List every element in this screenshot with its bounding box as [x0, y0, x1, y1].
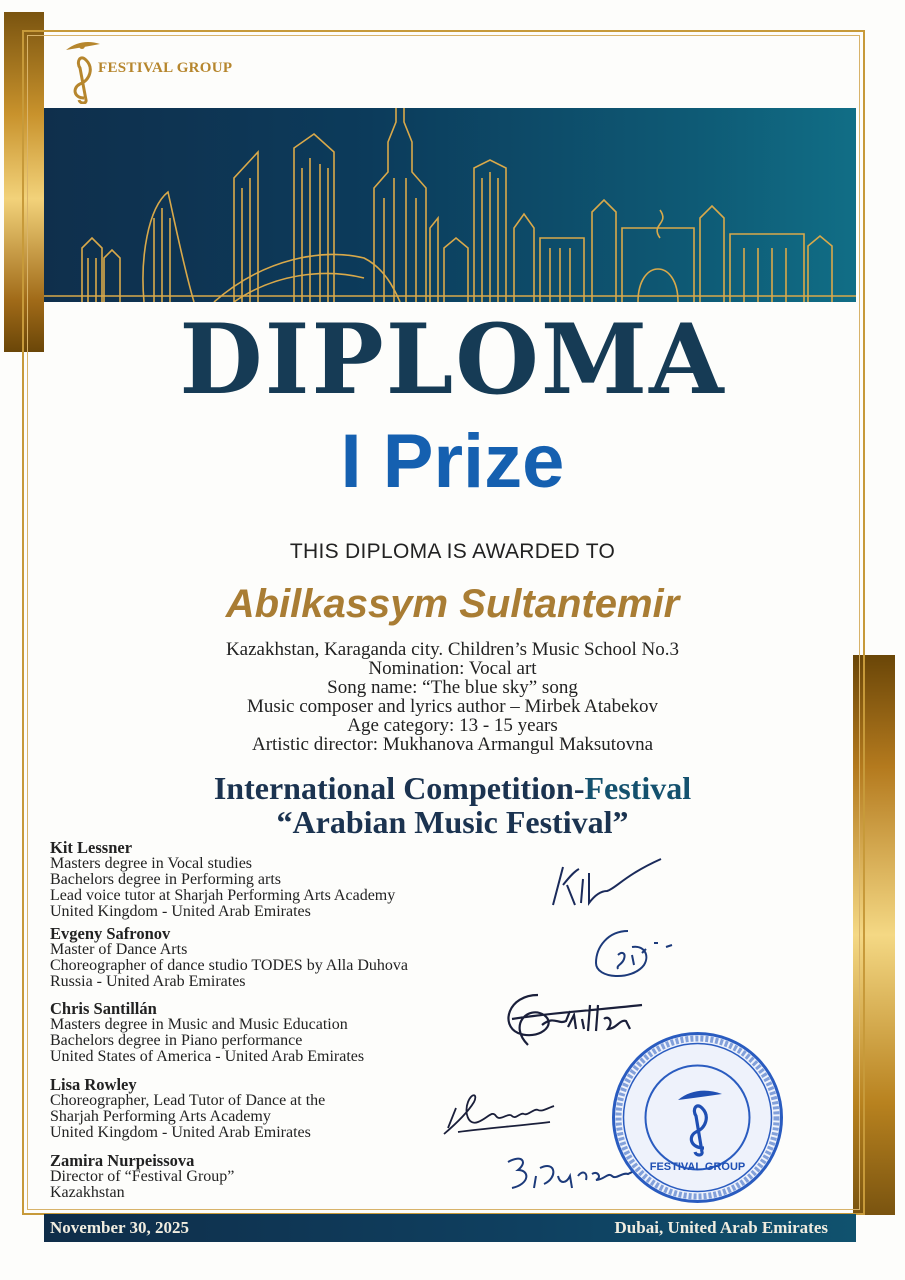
detail-composer: Music composer and lyrics author – Mirbek Atabekov — [246, 696, 659, 717]
detail-school: Kazakhstan, Karaganda city. Children’s Music School No.3 — [225, 639, 680, 660]
juror-lisa-rowley — [50, 1077, 325, 1141]
brand-name: FESTIVAL GROUP — [98, 60, 233, 76]
prize-title: I Prize — [340, 419, 565, 504]
juror-line: Kazakhstan — [50, 1184, 125, 1201]
signature-kit-lessner — [545, 855, 670, 915]
competition-line1-festival: Festival — [584, 770, 692, 806]
treble-clef-logo-icon — [62, 38, 102, 104]
juror-line: Masters degree in Vocal studies — [50, 855, 253, 872]
detail-age: Age category: 13 - 15 years — [347, 715, 558, 736]
juror-line: Choreographer of dance studio TODES by Alla Duhova — [50, 957, 409, 974]
footer-place: Dubai, United Arab Emirates — [614, 1218, 828, 1237]
juror-line: Sharjah Performing Arts Academy — [50, 1108, 271, 1125]
juror-name: Chris Santillán — [50, 999, 157, 1018]
juror-line: United Kingdom - United Arab Emirates — [50, 1124, 311, 1141]
competition-title — [0, 771, 905, 839]
juror-line: Bachelors degree in Performing arts — [50, 871, 282, 888]
detail-director: Artistic director: Mukhanova Armangul Maksutovna — [251, 734, 654, 755]
juror-kit-lessner — [50, 840, 395, 920]
juror-name: Lisa Rowley — [50, 1075, 137, 1094]
award-details — [0, 640, 905, 754]
juror-line: United States of America - United Arab Emirates — [50, 1048, 365, 1065]
diploma-title: DIPLOMA — [179, 303, 726, 416]
juror-line: Master of Dance Arts — [50, 941, 188, 958]
footer-date: November 30, 2025 — [50, 1218, 189, 1237]
footer-bar — [44, 1214, 856, 1242]
official-seal-stamp — [610, 1030, 785, 1205]
juror-evgeny-safronov — [50, 926, 408, 990]
signature-evgeny-safronov — [588, 925, 678, 985]
juror-name: Kit Lessner — [50, 838, 133, 857]
juror-name: Evgeny Safronov — [50, 924, 171, 943]
juror-name: Zamira Nurpeissova — [50, 1151, 195, 1170]
juror-line: Lead voice tutor at Sharjah Performing Arts Academy — [50, 887, 396, 904]
juror-line: United Kingdom - United Arab Emirates — [50, 903, 311, 920]
seal-label: FESTIVAL GROUP — [649, 1161, 746, 1173]
recipient-name: Abilkassym Sultantemir — [225, 582, 680, 626]
competition-line1: International Competition- — [213, 770, 585, 806]
skyline-banner — [44, 108, 856, 302]
detail-nomination: Nomination: Vocal art — [368, 658, 537, 679]
juror-line: Masters degree in Music and Music Education — [50, 1016, 348, 1033]
juror-line: Bachelors degree in Piano performance — [50, 1032, 303, 1049]
skyline-illustration — [44, 108, 856, 302]
competition-line2: “Arabian Music Festival” — [276, 804, 629, 840]
signature-lisa-rowley — [438, 1082, 558, 1142]
juror-chris-santillan — [50, 1001, 364, 1065]
juror-line: Russia - United Arab Emirates — [50, 973, 246, 990]
juror-zamira-nurpeissova — [50, 1153, 234, 1201]
detail-song: Song name: “The blue sky” song — [327, 677, 578, 698]
awarded-to-text: THIS DIPLOMA IS AWARDED TO — [289, 540, 616, 563]
juror-line: Director of “Festival Group” — [50, 1168, 235, 1185]
juror-line: Choreographer, Lead Tutor of Dance at the — [50, 1092, 326, 1109]
